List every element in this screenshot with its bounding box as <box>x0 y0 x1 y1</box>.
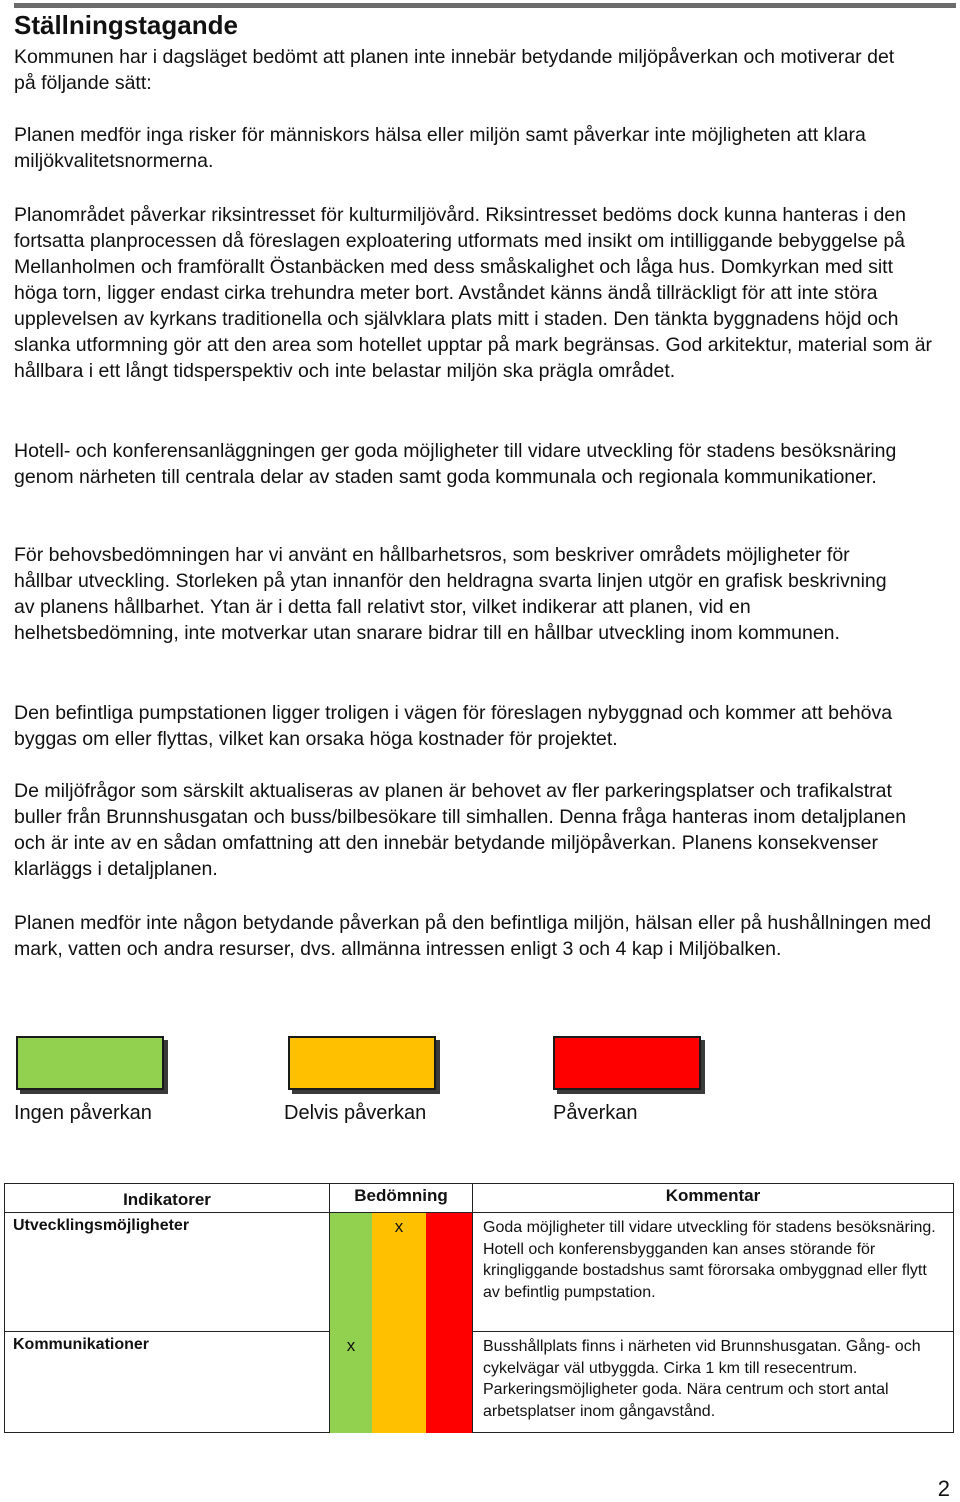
legend-red-swatch <box>553 1036 701 1090</box>
paragraph-conclusion: Planen medför inte någon betydande påverkan på den befintliga miljön, hälsan eller på hushållningen med mark, vatten och andra resurser, dvs. allmänna intressen enligt 3 och 4 kap i Miljöbalken. <box>14 912 932 960</box>
assessment-green-cell <box>330 1213 373 1332</box>
assessment-red-cell <box>426 1213 473 1332</box>
page-number: 2 <box>937 1476 950 1501</box>
legend-green-label: Ingen påverkan <box>14 1102 152 1124</box>
header-comment: Kommentar <box>473 1184 954 1213</box>
paragraph-environment: De miljöfrågor som särskilt aktualiseras av planen är behovet av fler parkeringsplatser och trafikalstrat buller från Brunnshusgatan och buss/bilbesökare till simhallen. Denna fråga hanteras inom detaljplanen och är inte av en sådan omfattning att den innebär betydande miljöpåverkan. Planens konsekvenser klarläggs i detaljplanen. <box>14 780 907 880</box>
assessment-green-cell: x <box>330 1332 373 1433</box>
header-indicators: Indikatorer <box>5 1184 330 1213</box>
indicator-comment: Busshållplats finns i närheten vid Brunnshusgatan. Gång- och cykelvägar väl utbyggda. Cirka 1 km till resecentrum. Parkeringsmöjligheter goda. Nära centrum och stort antal arbetsplatser inom gångavstånd. <box>473 1332 954 1433</box>
legend-amber-label: Delvis påverkan <box>284 1102 427 1124</box>
paragraph-hotel: Hotell- och konferensanläggningen ger goda möjligheter till vidare utveckling för stadens besöksnäring genom närheten till centrala delar av staden samt goda kommunala och regionala kommunikationer. <box>14 440 897 488</box>
indicator-name: Utvecklingsmöjligheter <box>5 1213 330 1332</box>
indicator-name: Kommunikationer <box>5 1332 330 1433</box>
assessment-amber-cell: x <box>372 1213 426 1332</box>
paragraph-sustainability-rose: För behovsbedömningen har vi använt en hållbarhetsros, som beskriver områdets möjligheter för hållbar utveckling. Storleken på ytan innanför den heldragna svarta linjen utgör en grafisk beskrivning av planens hållbarhet. Ytan är i detta fall relativt stor, vilket indikerar att planen, vid en helhetsbedömning, inte motverkar utan snarare bidrar till en hållbar utveckling inom kommunen. <box>14 544 887 644</box>
indicator-table <box>4 1183 954 1433</box>
assessment-amber-cell <box>372 1332 426 1433</box>
page-heading: Ställningstagande <box>14 10 238 40</box>
top-rule <box>14 3 956 8</box>
table-row <box>5 1213 954 1332</box>
legend-green-swatch <box>16 1036 164 1090</box>
assessment-red-cell <box>426 1332 473 1433</box>
paragraph-health: Planen medför inga risker för människors hälsa eller miljön samt påverkar inte möjligheten att klara miljökvalitetsnormerna. <box>14 124 866 172</box>
paragraph-pumpstation: Den befintliga pumpstationen ligger troligen i vägen för föreslagen nybyggnad och kommer att behöva byggas om eller flyttas, vilket kan orsaka höga kostnader för projektet. <box>14 702 893 750</box>
table-row <box>5 1332 954 1433</box>
indicator-comment: Goda möjligheter till vidare utveckling för stadens besöksnäring. Hotell och konferensbygganden kan anses störande för kringliggande bostadshus samt förorsaka ombyggnad eller flytt av befintlig pumpstation. <box>473 1213 954 1332</box>
table-header-row <box>5 1184 954 1213</box>
legend-amber-swatch <box>288 1036 436 1090</box>
intro-paragraph: Kommunen har i dagsläget bedömt att planen inte innebär betydande miljöpåverkan och motiverar det på följande sätt: <box>14 46 895 94</box>
legend-red-label: Påverkan <box>553 1102 638 1124</box>
paragraph-cultural-heritage: Planområdet påverkar riksintresset för kulturmiljövård. Riksintresset bedöms dock kunna hanteras i den fortsatta planprocessen då föreslagen exploatering utformats med insikt om intilliggande bebyggelse på Mellanholmen och framförallt Östanbäcken med dess småskalighet och låga hus. Domkyrkan med sitt höga torn, ligger endast cirka trehundra meter bort. Avståndet känns ändå tillräckligt för att inte störa upplevelsen av kyrkans traditionella och självklara plats mitt i staden. Den tänkta byggnadens höjd och slanka utformning gör att den area som hotellet upptar på mark begränsas. God arkitektur, material som är hållbara i ett långt tidsperspektiv och inte belastar miljön ska prägla området. <box>14 204 933 382</box>
header-assessment: Bedömning <box>330 1184 473 1213</box>
